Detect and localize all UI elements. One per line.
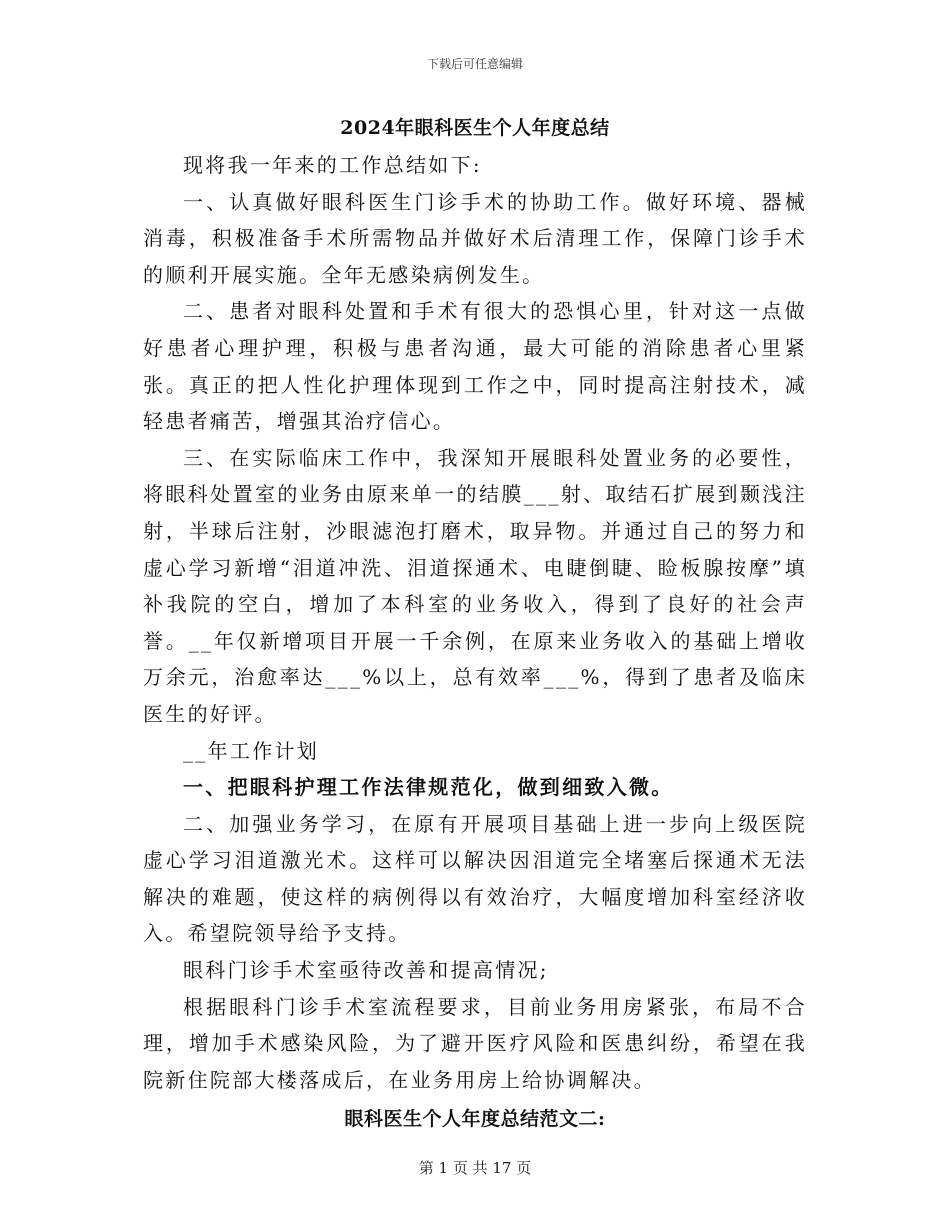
document-subtitle: 眼科医生个人年度总结范文二:	[344, 1108, 606, 1131]
header-note: 下载后可任意编辑	[426, 57, 523, 71]
paragraph-item-1: 一、认真做好眼科医生门诊手术的协助工作。做好环境、器械消毒，积极准备手术所需物品并做好术后清理工作，保障门诊手术的顺利开展实施。全年无感染病例发生。	[143, 189, 807, 287]
paragraph-plan-2: 二、加强业务学习，在原有开展项目基础上进一步向上级医院虚心学习泪道激光术。这样可以解决因泪道完全堵塞后探通术无法解决的难题，使这样的病例得以有效治疗，大幅度增加科室经济收入。希望院领导给予支持。	[143, 811, 807, 946]
paragraph-improvement-body: 根据眼科门诊手术室流程要求，目前业务用房紧张，布局不合理，增加手术感染风险，为了避开医疗风险和医患纠纷，希望在我院新住院部大楼落成后，在业务用房上给协调解决。	[143, 994, 807, 1092]
paragraph-improvement-heading: 眼科门诊手术室亟待改善和提高情况;	[183, 958, 549, 983]
paragraph-item-2: 二、患者对眼科处置和手术有很大的恐惧心里，针对这一点做好患者心理护理，积极与患者沟通，最大可能的消除患者心里紧张。真正的把人性化护理体现到工作之中，同时提高注射技术，减轻患者痛苦，增强其治疗信心。	[143, 299, 807, 434]
document-title: 2024年眼科医生个人年度总结	[340, 117, 610, 139]
paragraph-plan-1: 一、把眼科护理工作法律规范化，做到细致入微。	[183, 775, 674, 800]
paragraph-plan-heading: __年工作计划	[183, 738, 320, 763]
paragraph-item-3: 三、在实际临床工作中，我深知开展眼科处置业务的必要性，将眼科处置室的业务由原来单一的结膜___射、取结石扩展到颞浅注射，半球后注射，沙眼滤泡打磨术，取异物。并通过自己的努力和虚心学习新增“泪道冲洗、泪道探通术、电睫倒睫、睑板腺按摩”填补我院的空白，增加了本科室的业务收入，得到了良好的社会声誉。__年仅新增项目开展一千余例，在原来业务收入的基础上增收万余元，治愈率达___%以上，总有效率___%，得到了患者及临床医生的好评。	[143, 445, 807, 726]
paragraph-intro: 现将我一年来的工作总结如下:	[183, 153, 482, 177]
page-number: 第 1 页 共 17 页	[418, 1159, 532, 1177]
document-body	[143, 147, 807, 1138]
